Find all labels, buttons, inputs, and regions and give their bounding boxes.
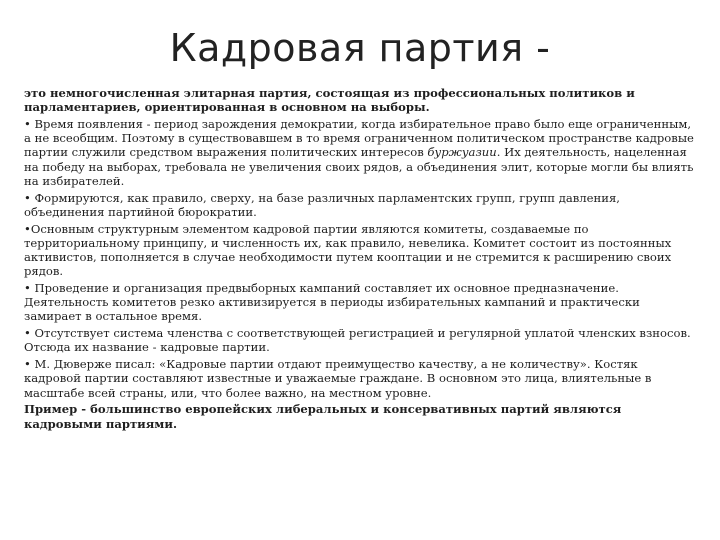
slide-content xyxy=(24,86,696,433)
bullet-origin xyxy=(24,117,696,188)
bullet-campaigns: • Проведение и организация предвыборных кампаний составляет их основное предназначение. Деятельность комитетов резко активизируется в периоды избирательных кампаний и практически замирает в остальное время. xyxy=(24,281,640,324)
definition-paragraph: это немногочисленная элитарная партия, состоящая из профессиональных политиков и парламентариев, ориентированная в основном на выборы. xyxy=(24,86,635,115)
bullet-origin-text-start: • Время появления - период зарождения демократии, когда избирательное право было еще ограниченным, а не всеобщим. Поэтому в существовавшем в то время ограниченном политическом пространстве кадровые партии служили средством выражения политических интересов xyxy=(24,117,694,160)
example-paragraph: Пример - большинство европейских либеральных и консервативных партий являются кадровыми партиями. xyxy=(24,402,622,431)
bullet-formation: • Формируются, как правило, сверху, на базе различных парламентских групп, групп давления, объединения партийной бюрократии. xyxy=(24,190,620,219)
bullet-origin-text-end: . Их деятельность, нацеленная на победу на выборах, требовала не увеличения своих рядов, а объединения элит, которые могли бы влиять на избирателей. xyxy=(24,145,694,188)
bullet-duverger-quote: • М. Дюверже писал: «Кадровые партии отдают преимущество качеству, а не количеству». Костяк кадровой партии составляют известные и уважаемые граждане. В основном это лица, влиятельные в масштабе всей страны, или, что более важно, на местном уровне. xyxy=(24,357,652,400)
bullet-structure: •Основным структурным элементом кадровой партии являются комитеты, создаваемые по территориальному принципу, и численность их, как правило, невелика. Комитет состоит из постоянных активистов, пополняется в случае необходимости путем кооптации и не стремится к расширению своих рядов. xyxy=(24,221,672,279)
bullet-origin-italic-term: буржуазии xyxy=(427,145,497,160)
slide-title: Кадровая партия - xyxy=(169,26,551,70)
bullet-membership: • Отсутствует система членства с соответствующей регистрацией и регулярной уплатой членских взносов. Отсюда их название - кадровые партии. xyxy=(24,326,691,355)
